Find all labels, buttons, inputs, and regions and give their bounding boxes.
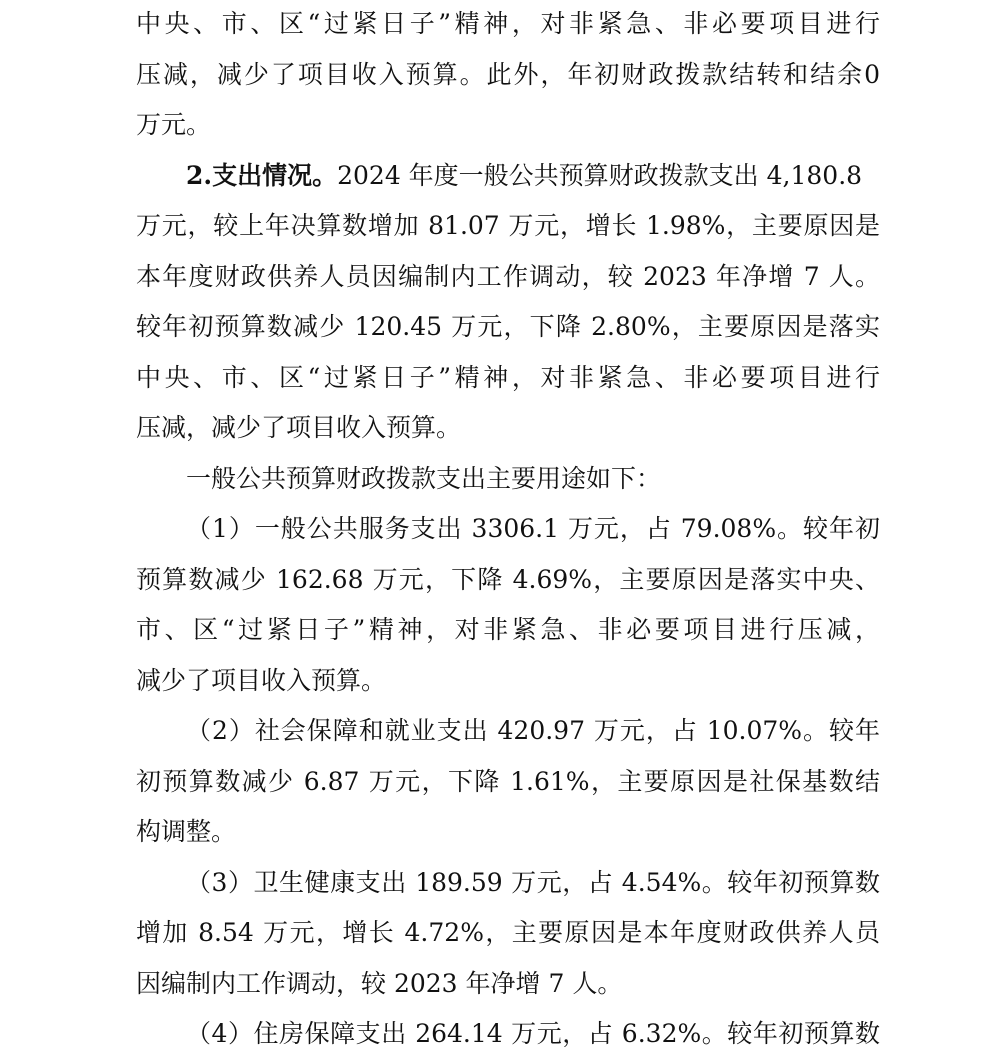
text-line: 本年度财政供养人员因编制内工作调动，较 2023 年净增 7 人。 bbox=[136, 262, 880, 291]
text-line: 初预算数减少 6.87 万元，下降 1.61%，主要原因是社保基数结 bbox=[136, 767, 880, 796]
text-line: 预算数减少 162.68 万元，下降 4.69%，主要原因是落实中央、 bbox=[136, 565, 880, 594]
section-heading: 2.支出情况。 bbox=[186, 161, 338, 190]
paragraph-first-line bbox=[186, 156, 880, 196]
text-line: 增加 8.54 万元，增长 4.72%，主要原因是本年度财政供养人员 bbox=[136, 918, 880, 947]
text-line: 压减，减少了项目收入预算。此外，年初财政拨款结转和结余0 bbox=[136, 60, 880, 89]
text-line: 构调整。 bbox=[136, 817, 237, 846]
text-line: 一般公共预算财政拨款支出主要用途如下： bbox=[186, 464, 662, 493]
text-line: 中央、市、区“过紧日子”精神，对非紧急、非必要项目进行 bbox=[136, 363, 880, 392]
text-line: 万元。 bbox=[136, 110, 212, 139]
text-line: （4）住房保障支出 264.14 万元，占 6.32%。较年初预算数 bbox=[186, 1019, 880, 1048]
text-line: 较年初预算数减少 120.45 万元，下降 2.80%，主要原因是落实 bbox=[136, 312, 880, 341]
text-line: 减少了项目收入预算。 bbox=[136, 666, 387, 695]
text-line: 万元，较上年决算数增加 81.07 万元，增长 1.98%，主要原因是 bbox=[136, 211, 880, 240]
text-line: （2）社会保障和就业支出 420.97 万元，占 10.07%。较年 bbox=[186, 716, 880, 745]
text-line: 压减，减少了项目收入预算。 bbox=[136, 413, 462, 442]
text-line: （1）一般公共服务支出 3306.1 万元，占 79.08%。较年初 bbox=[186, 514, 880, 543]
text-line: 因编制内工作调动，较 2023 年净增 7 人。 bbox=[136, 969, 623, 998]
text-line: （3）卫生健康支出 189.59 万元，占 4.54%。较年初预算数 bbox=[186, 868, 880, 897]
text-run: 2024 年度一般公共预算财政拨款支出 4,180.8 bbox=[337, 161, 863, 190]
text-line: 中央、市、区“过紧日子”精神，对非紧急、非必要项目进行 bbox=[136, 9, 880, 38]
text-line: 市、区“过紧日子”精神，对非紧急、非必要项目进行压减， bbox=[136, 615, 880, 644]
